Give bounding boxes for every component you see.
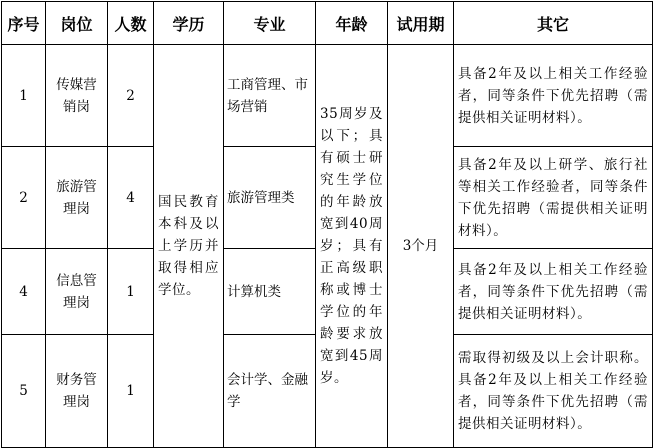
row-post: 旅游管理岗 — [46, 147, 108, 249]
header-other: 其它 — [454, 2, 653, 45]
header-row — [2, 2, 653, 45]
row-no: 4 — [2, 249, 46, 335]
row-no: 5 — [2, 335, 46, 448]
header-probation: 试用期 — [388, 2, 454, 45]
recruitment-table — [1, 1, 653, 448]
row-count: 4 — [108, 147, 154, 249]
header-education: 学历 — [154, 2, 224, 45]
header-post: 岗位 — [46, 2, 108, 45]
header-age: 年龄 — [316, 2, 388, 45]
table-row — [2, 45, 653, 147]
row-post: 信息管理岗 — [46, 249, 108, 335]
row-count: 2 — [108, 45, 154, 147]
shared-age: 35周岁及以下；具有硕士研究生学位的年龄放宽到40周岁；具有正高级职称或博士学位的年龄要求放宽到45周岁。 — [316, 45, 388, 448]
row-major: 会计学、金融学 — [224, 335, 316, 448]
row-other: 具备2年及以上研学、旅行社等相关工作经验者，同等条件下优先招聘（需提供相关证明材料）。 — [454, 147, 653, 249]
shared-education: 国民教育本科及以上学历并取得相应学位。 — [154, 45, 224, 448]
row-count: 1 — [108, 335, 154, 448]
row-other: 具备2年及以上相关工作经验者，同等条件下优先招聘（需提供相关证明材料）。 — [454, 249, 653, 335]
row-post: 传媒营销岗 — [46, 45, 108, 147]
row-major: 旅游管理类 — [224, 147, 316, 249]
row-post: 财务管理岗 — [46, 335, 108, 448]
header-major: 专业 — [224, 2, 316, 45]
row-major: 计算机类 — [224, 249, 316, 335]
row-count: 1 — [108, 249, 154, 335]
header-no: 序号 — [2, 2, 46, 45]
row-other: 具备2年及以上相关工作经验者，同等条件下优先招聘（需提供相关证明材料）。 — [454, 45, 653, 147]
header-count: 人数 — [108, 2, 154, 45]
row-no: 1 — [2, 45, 46, 147]
row-other: 需取得初级及以上会计职称。具备2年及以上相关工作经验者，同等条件下优先招聘（需提供相关证明材料）。 — [454, 335, 653, 448]
shared-probation: 3个月 — [388, 45, 454, 448]
row-no: 2 — [2, 147, 46, 249]
row-major: 工商管理、市场营销 — [224, 45, 316, 147]
